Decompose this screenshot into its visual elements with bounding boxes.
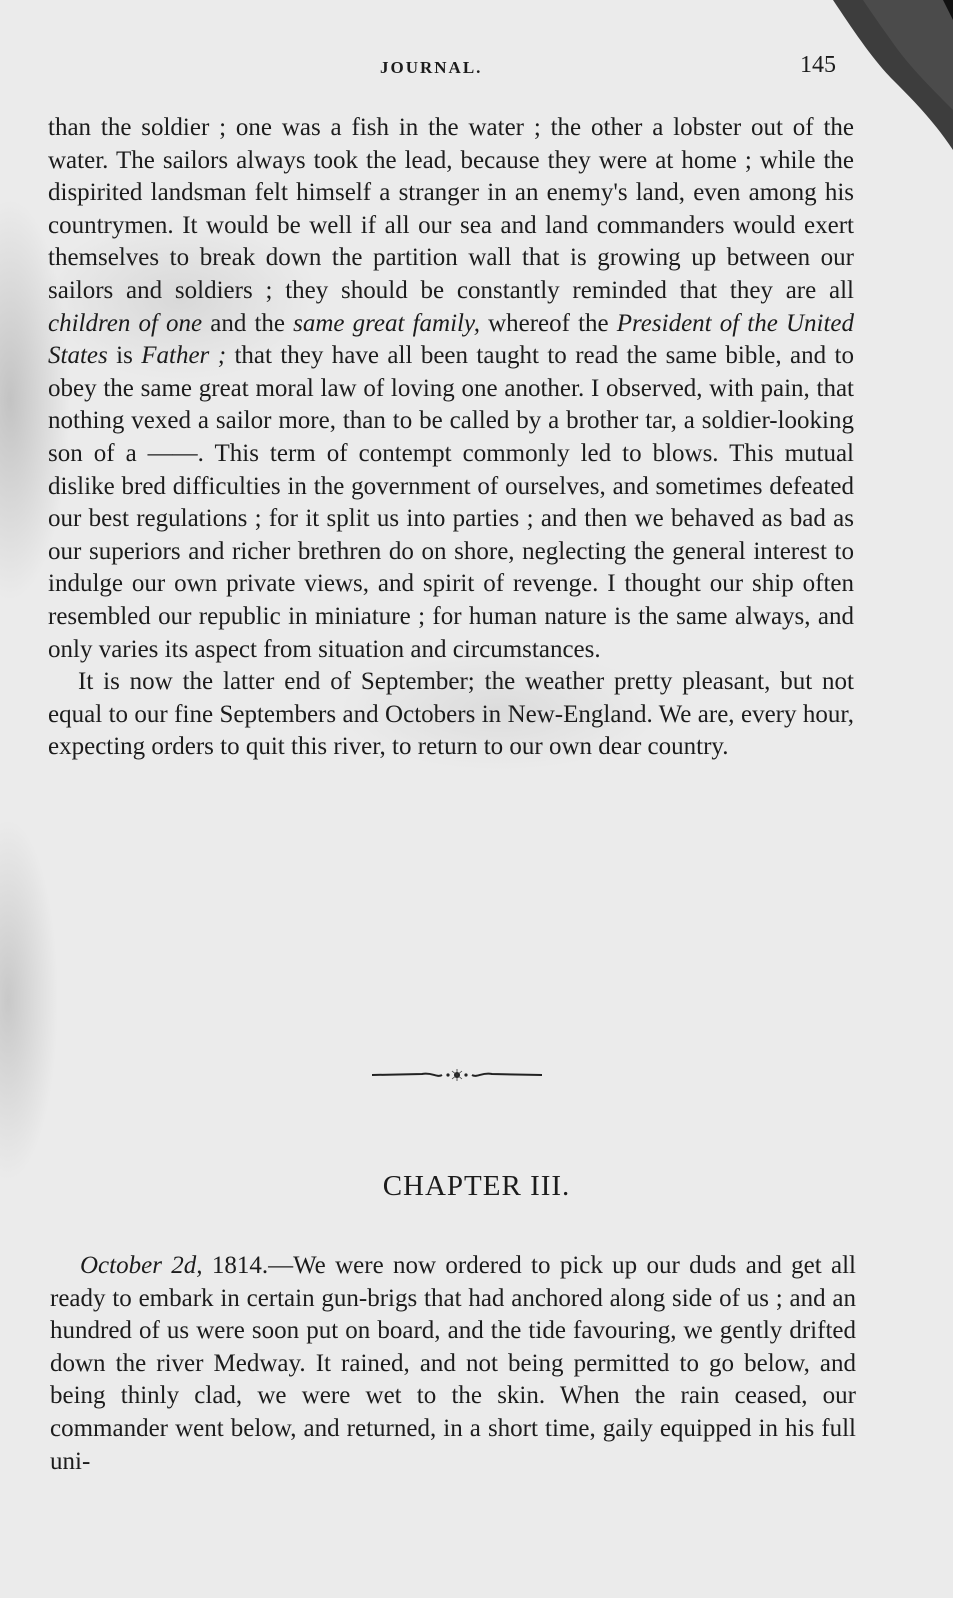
paragraph-text: and the: [202, 309, 294, 337]
italic-phrase: President of the United States: [48, 309, 854, 370]
entry-date: October 2d,: [80, 1252, 203, 1279]
chapter-heading: CHAPTER III.: [382, 1170, 571, 1202]
paragraph-text: than the soldier ; one was a fish in the water ; the other a lobster out of the water. The sailors always took the lead, because they were at home ; while the dispirited landsman felt himself a stranger in an enemy's land, even among his countrymen. It would be well if all our sea and land commanders would exert themselves to break down the partition wall that is growing up between our sailors and soldiers ; they should be constantly reminded that they are all: [48, 114, 854, 304]
paragraph-continued: [48, 112, 854, 666]
running-title: JOURNAL.: [380, 58, 483, 77]
chapter-paragraph: [50, 1250, 856, 1478]
paragraph-text: is: [107, 342, 142, 370]
chapter-body: [50, 1250, 856, 1478]
italic-phrase: Father ;: [141, 342, 227, 370]
paragraph-september: It is now the latter end of September; the weather pretty pleasant, but not equal to our fine Septembers and Octobers in New-England. We are, every hour, expecting orders to quit this river, to return to our own dear country.: [48, 668, 854, 761]
paragraph-text: that they have all been taught to read the same bible, and to obey the same great moral law of loving one another. I observed, with pain, that nothing vexed a sailor more, than to be called by a brother tar, a soldier-looking son of a ——. This term of contempt commonly led to blows. This mutual dislike bred difficulties in the government of ourselves, and sometimes defeated our best regulations ; for it split us into parties ; and then we behaved as bad as our superiors and richer brethren do on shore, neglecting the general interest to indulge our own private views, and spirit of revenge. I thought our ship often resembled our republic in miniature ; for human nature is the same always, and only varies its aspect from situation and circumstances.: [48, 342, 854, 663]
running-head: [0, 52, 953, 86]
page-number: 145: [800, 52, 836, 78]
italic-phrase: same great family,: [293, 309, 480, 337]
paragraph-text: whereof the: [479, 309, 617, 337]
chapter-paragraph-text: 1814.—We were now ordered to pick up our duds and get all ready to embark in certain gun-brigs that had anchored along side of us ; and an hundred of us were soon put on board, and the tide favouring, we gently drifted down the river Medway. It rained, and not being permitted to go below, and being thinly clad, we were wet to the skin. When the rain ceased, our commander went below, and returned, in a short time, gaily equipped in his full uni-: [50, 1252, 857, 1475]
body-text: [48, 112, 854, 764]
scroll-ornament-icon: [372, 1068, 542, 1082]
italic-phrase: children of one: [48, 309, 203, 337]
